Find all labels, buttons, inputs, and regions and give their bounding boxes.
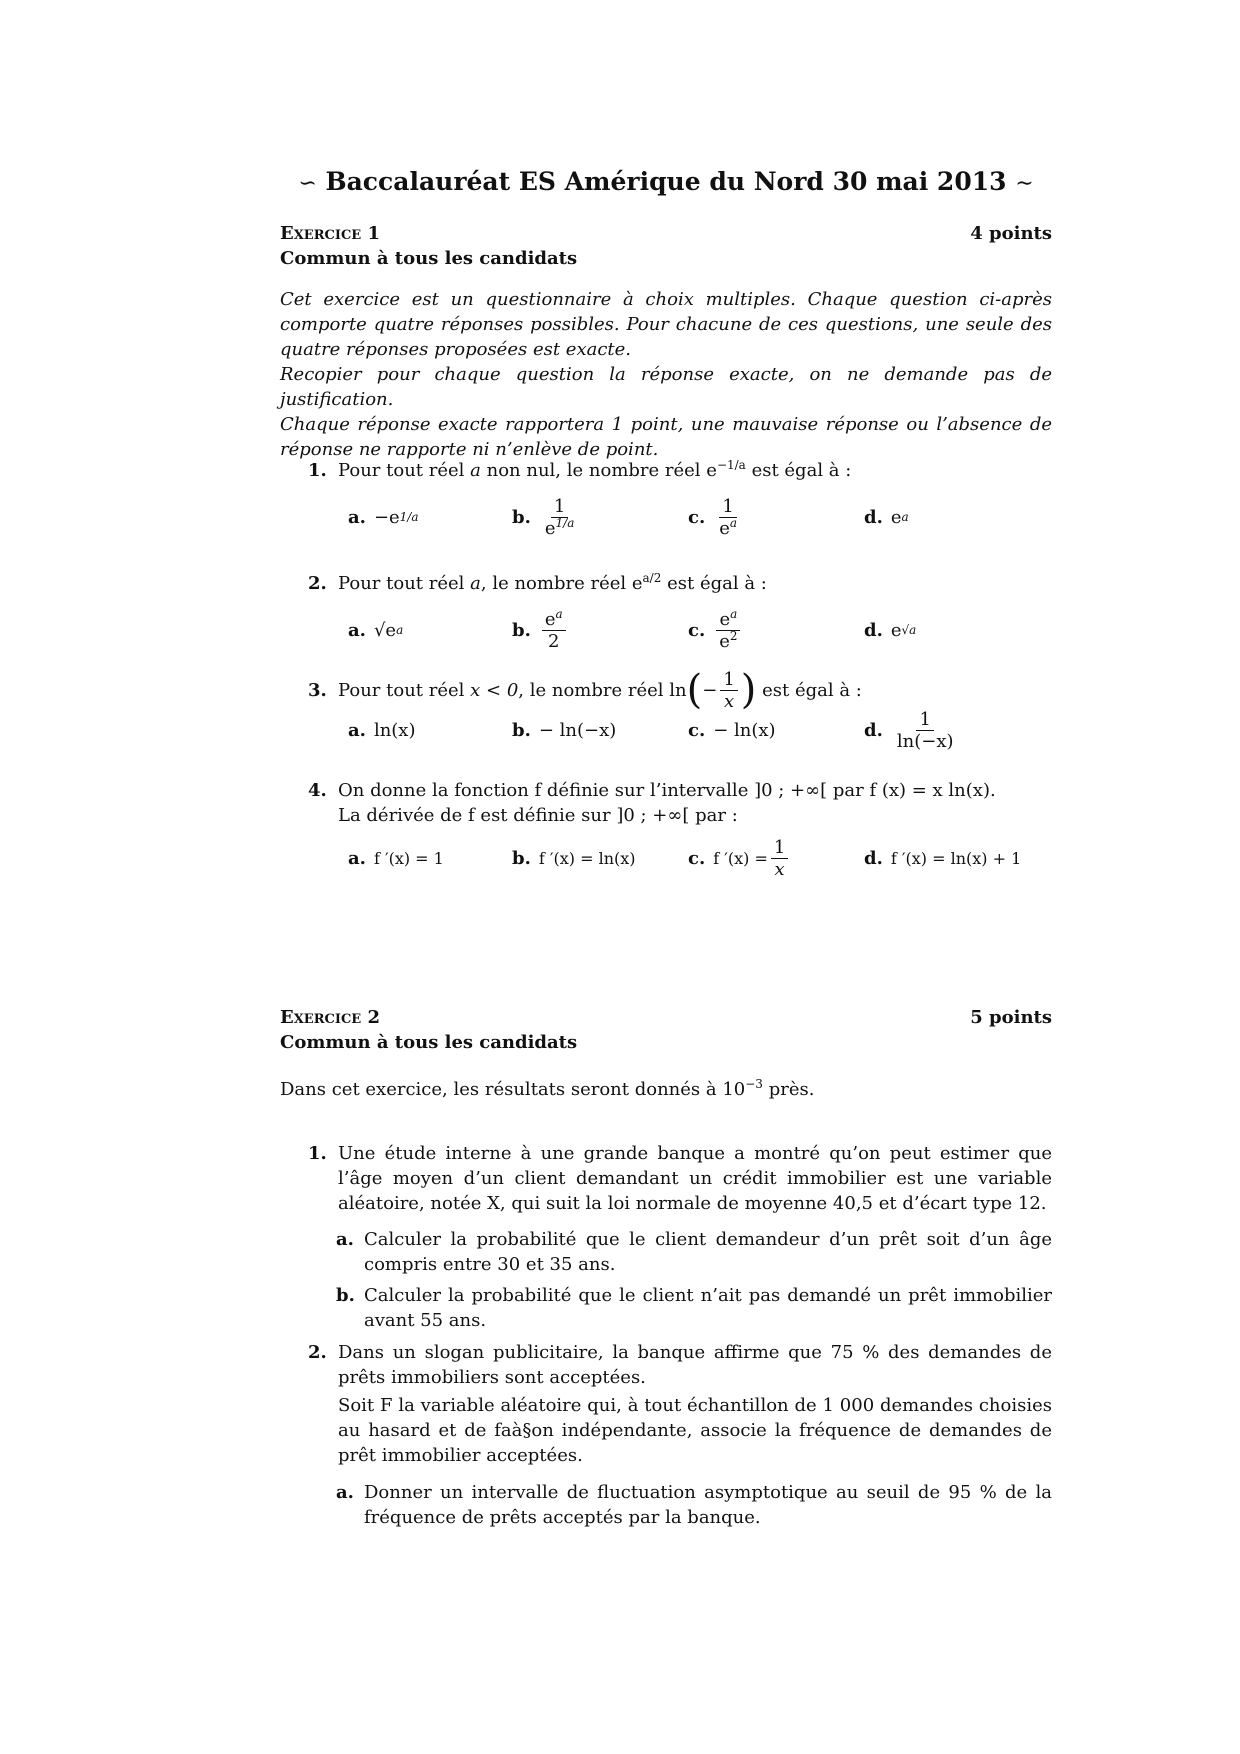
option-label: a. <box>348 847 366 869</box>
fraction-denominator: x <box>723 690 735 712</box>
question-text <box>338 778 1052 828</box>
question-text: Pour tout réel x < 0 , le nombre réel ln ( − $\frac{1}{x}$ ) est égal à : <box>338 667 862 713</box>
option-d: d. e √a <box>864 619 917 641</box>
denominator-exponent: a <box>729 515 738 530</box>
option-c <box>688 600 744 660</box>
option-b <box>512 487 580 547</box>
subquestion-label: a. <box>336 1482 354 1503</box>
question-number: 2. <box>308 1342 327 1363</box>
subquestion-label: a. <box>336 1229 354 1250</box>
option-c <box>688 828 791 888</box>
option-text: ln(x) <box>373 719 416 741</box>
option-d <box>864 828 1021 888</box>
right-paren: ) <box>740 667 757 713</box>
fraction-denominator: x <box>774 858 785 880</box>
option-label: b. <box>512 847 531 869</box>
fraction-denominator: ln(−x) <box>896 730 954 752</box>
option-fraction <box>542 606 566 652</box>
option-fraction <box>716 496 740 539</box>
exercise2-intro <box>280 1077 1052 1102</box>
option-text: f ′(x) = 1 <box>373 848 444 868</box>
question-text <box>338 458 1052 483</box>
denominator-exponent: 1/a <box>555 515 575 530</box>
page-title <box>280 166 1052 200</box>
option-text: f ′(x) = ln(x) + 1 <box>890 848 1022 868</box>
option-a <box>348 700 415 760</box>
question-variable: x < 0 <box>470 679 519 701</box>
option-d <box>864 700 960 760</box>
question-3-options <box>348 700 1048 760</box>
numerator-base: e <box>719 608 731 630</box>
fraction-numerator: 1 <box>916 709 933 731</box>
option-text: − ln(−x) <box>538 719 617 741</box>
question-variable: a <box>470 460 481 481</box>
fraction-numerator <box>716 606 740 631</box>
option-text: − ln(x) <box>713 719 776 741</box>
question-line: La dérivée de f est définie sur ]0 ; +∞[ par : <box>338 805 738 826</box>
question-text-part: , le nombre réel e <box>480 573 643 594</box>
option-c <box>688 487 743 547</box>
denominator-base: e <box>719 517 730 539</box>
exercise1-label: Exercice 1 <box>280 223 380 244</box>
denominator-base: e <box>544 517 556 539</box>
subquestion-text: Calculer la probabilité que le client n’ait pas demandé un prêt immobilier avant 55 ans. <box>364 1285 1052 1331</box>
exercise1-header <box>280 221 1052 271</box>
question-text-part: Pour tout réel <box>338 460 465 481</box>
question-paragraph: Dans un slogan publicitaire, la banque affirme que 75 % des demandes de prêts immobiliers sont acceptées. <box>338 1342 1052 1388</box>
option-label: b. <box>512 619 531 641</box>
question-number: 4. <box>308 780 327 801</box>
question-text <box>338 1340 1052 1468</box>
question-text-part: , le nombre réel ln <box>518 679 687 701</box>
option-b <box>512 600 569 660</box>
question-4 <box>308 778 1052 828</box>
option-label: d. <box>864 847 883 869</box>
option-b <box>512 700 616 760</box>
fraction-denominator <box>716 628 740 652</box>
option-text: e <box>890 506 902 528</box>
question-1 <box>308 458 1052 483</box>
question-number: 3. <box>308 680 327 701</box>
instruction-paragraph: Cet exercice est un questionnaire à choix multiples. Chaque question ci-après comporte quatre réponses possibles. Pour chacune de ces questions, une seule des quatre réponses proposées est exacte. <box>280 289 1052 360</box>
option-text: −e <box>373 506 400 528</box>
exercise2-question-2a <box>336 1480 1052 1530</box>
denominator-base: e <box>719 630 730 652</box>
option-c <box>688 700 776 760</box>
option-text: f ′(x) = <box>713 848 768 868</box>
numerator-exponent: a <box>555 606 563 621</box>
exercise2-label: Exercice 2 <box>280 1007 380 1028</box>
subquestion-label: b. <box>336 1285 355 1306</box>
option-label: d. <box>864 619 883 641</box>
exercise1-points: 4 points <box>970 223 1052 244</box>
question-text-part: est égal à : <box>751 460 852 481</box>
exercise2-question-1b <box>336 1283 1052 1333</box>
subquestion-text: Donner un intervalle de fluctuation asymptotique au seuil de 95 % de la fréquence de prêts acceptés par la banque. <box>364 1482 1052 1528</box>
question-text-part: Pour tout réel <box>338 573 465 594</box>
option-fraction <box>894 709 957 752</box>
fraction-numerator: 1 <box>720 669 737 691</box>
question-number: 2. <box>308 573 327 594</box>
question-line: On donne la fonction f définie sur l’intervalle ]0 ; +∞[ par f (x) = x ln(x). <box>338 780 996 801</box>
fraction-numerator: 1 <box>551 496 568 518</box>
exercise2-points: 5 points <box>970 1007 1052 1028</box>
question-number: 1. <box>308 460 327 481</box>
subquestion-text: Calculer la probabilité que le client demandeur d’un prêt soit d’un âge compris entre 30 et 35 ans. <box>364 1229 1052 1275</box>
exercise2-header <box>280 1005 1052 1055</box>
option-text: f ′(x) = ln(x) <box>538 848 636 868</box>
ornament-left-icon: ∽ <box>298 171 317 196</box>
option-a: a. −e 1/a <box>348 506 419 528</box>
title-text: Baccalauréat ES Amérique du Nord 30 mai 2013 <box>325 167 1007 196</box>
intro-text: Dans cet exercice, les résultats seront donnés à 10 <box>280 1079 746 1100</box>
fraction-numerator: 1 <box>719 496 736 518</box>
ornament-right-icon: ∼ <box>1015 171 1034 196</box>
option-label: c. <box>688 506 706 528</box>
option-label: c. <box>688 619 706 641</box>
exercise2-audience: Commun à tous les candidats <box>280 1032 578 1053</box>
question-text-part: est égal à : <box>762 679 862 701</box>
fraction-denominator <box>542 515 578 539</box>
instruction-paragraph: Chaque réponse exacte rapportera 1 point, une mauvaise réponse ou l’absence de réponse ne rapporte ni n’enlève de point. <box>280 414 1052 460</box>
option-label: b. <box>512 719 531 741</box>
question-text-part: est égal à : <box>667 573 767 594</box>
exercise2-question-1a <box>336 1227 1052 1277</box>
exercise2-question-2 <box>308 1340 1052 1468</box>
question-exponent: −1/a <box>716 458 746 472</box>
option-label: a. <box>348 719 366 741</box>
option-label: d. <box>864 506 883 528</box>
denominator-exponent: 2 <box>729 628 738 643</box>
question-2 <box>308 571 1052 596</box>
option-label: b. <box>512 506 531 528</box>
question-4-options <box>348 828 1048 888</box>
question-text: Une étude interne à une grande banque a montré qu’on peut estimer que l’âge moyen d’un client demandant un crédit immobilier est une variable aléatoire, notée X, qui suit la loi normale de moyenne 40,5 et d’écart type 12. <box>338 1143 1052 1214</box>
question-text <box>338 571 1052 596</box>
left-paren: ( <box>686 667 703 713</box>
option-a <box>348 828 444 888</box>
exercise2-question-1 <box>308 1141 1052 1216</box>
option-label: a. <box>348 506 366 528</box>
option-fraction <box>716 606 740 652</box>
option-label: c. <box>688 719 706 741</box>
numerator-base: e <box>544 608 556 630</box>
fraction-numerator: 1 <box>771 837 788 859</box>
exercise1-instructions <box>280 287 1052 462</box>
question-number: 1. <box>308 1143 327 1164</box>
option-label: a. <box>348 619 366 641</box>
option-label: d. <box>864 719 883 741</box>
question-paragraph: Soit F la variable aléatoire qui, à tout échantillon de 1 000 demandes choisies au hasard et de faà§on indépendante, associe la fréquence de demandes de prêt immobilier acceptées. <box>338 1395 1052 1466</box>
fraction-denominator <box>716 515 740 539</box>
question-text-part: Pour tout réel <box>338 679 465 701</box>
option-fraction <box>542 496 578 539</box>
option-b <box>512 828 636 888</box>
fraction-numerator <box>542 606 566 631</box>
fraction-denominator: 2 <box>548 630 560 652</box>
instruction-paragraph: Recopier pour chaque question la réponse exacte, on ne demande pas de justification. <box>280 364 1052 410</box>
option-d: d. e a <box>864 506 909 528</box>
question-1-options <box>348 487 1048 547</box>
question-variable: a <box>470 573 481 594</box>
option-label: c. <box>688 847 706 869</box>
question-exponent: a/2 <box>642 571 662 585</box>
numerator-exponent: a <box>730 606 738 621</box>
intro-text: près. <box>768 1079 815 1100</box>
exercise1-audience: Commun à tous les candidats <box>280 248 578 269</box>
option-text: e <box>890 619 902 641</box>
option-fraction <box>771 837 788 880</box>
question-2-options <box>348 600 1048 660</box>
question-text-part: non nul, le nombre réel e <box>486 460 717 481</box>
intro-exponent: −3 <box>745 1077 763 1091</box>
option-a: a. √e a <box>348 619 404 641</box>
option-text: √e <box>373 619 397 641</box>
